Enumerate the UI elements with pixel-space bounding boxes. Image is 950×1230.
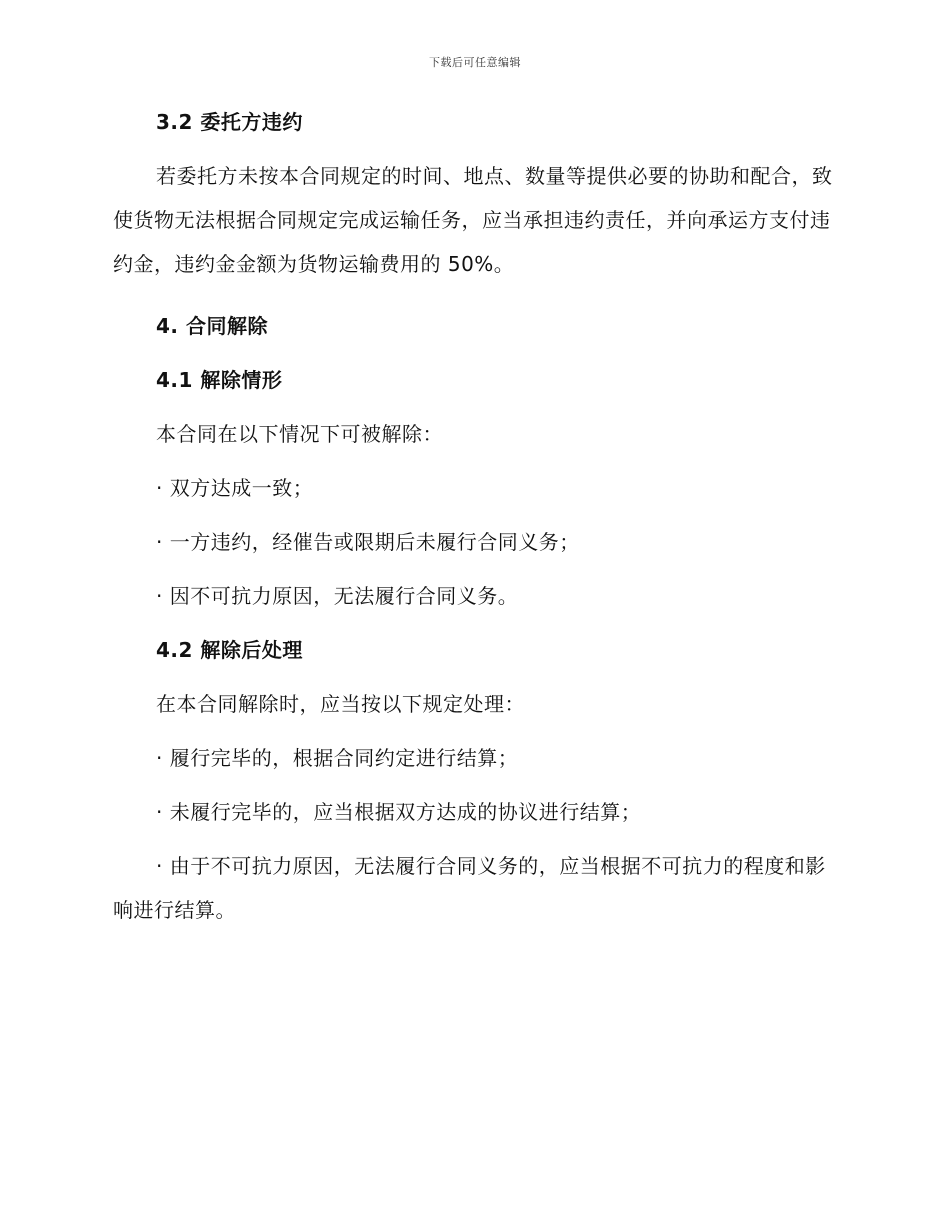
section-3-2-body: 若委托方未按本合同规定的时间、地点、数量等提供必要的协助和配合，致使货物无法根据合同规定完成运输任务，应当承担违约责任，并向承运方支付违约金，违约金金额为货物运输费用的 50%。: [113, 164, 833, 276]
document-body: [113, 108, 833, 932]
section-4-1-item: · 双方达成一致；: [156, 476, 314, 500]
section-4-title: 4. 合同解除: [156, 314, 268, 338]
section-4-1-title: 4.1 解除情形: [156, 368, 283, 392]
section-4-1-item: · 因不可抗力原因，无法履行合同义务。: [156, 584, 519, 608]
section-4-2-intro: 在本合同解除时，应当按以下规定处理：: [156, 692, 525, 716]
section-4-2-title: 4.2 解除后处理: [156, 638, 303, 662]
section-4-1-intro: 本合同在以下情况下可被解除：: [156, 422, 443, 446]
page-header: 下载后可任意编辑: [429, 56, 521, 69]
section-4-2-item: · 履行完毕的，根据合同约定进行结算；: [156, 746, 519, 770]
section-4-1-item: · 一方违约，经催告或限期后未履行合同义务；: [156, 530, 580, 554]
section-3-2-title: 3.2 委托方违约: [156, 110, 303, 134]
section-4-2-item: · 由于不可抗力原因，无法履行合同义务的，应当根据不可抗力的程度和影响进行结算。: [113, 854, 826, 922]
section-4-2-item: · 未履行完毕的，应当根据双方达成的协议进行结算；: [156, 800, 642, 824]
